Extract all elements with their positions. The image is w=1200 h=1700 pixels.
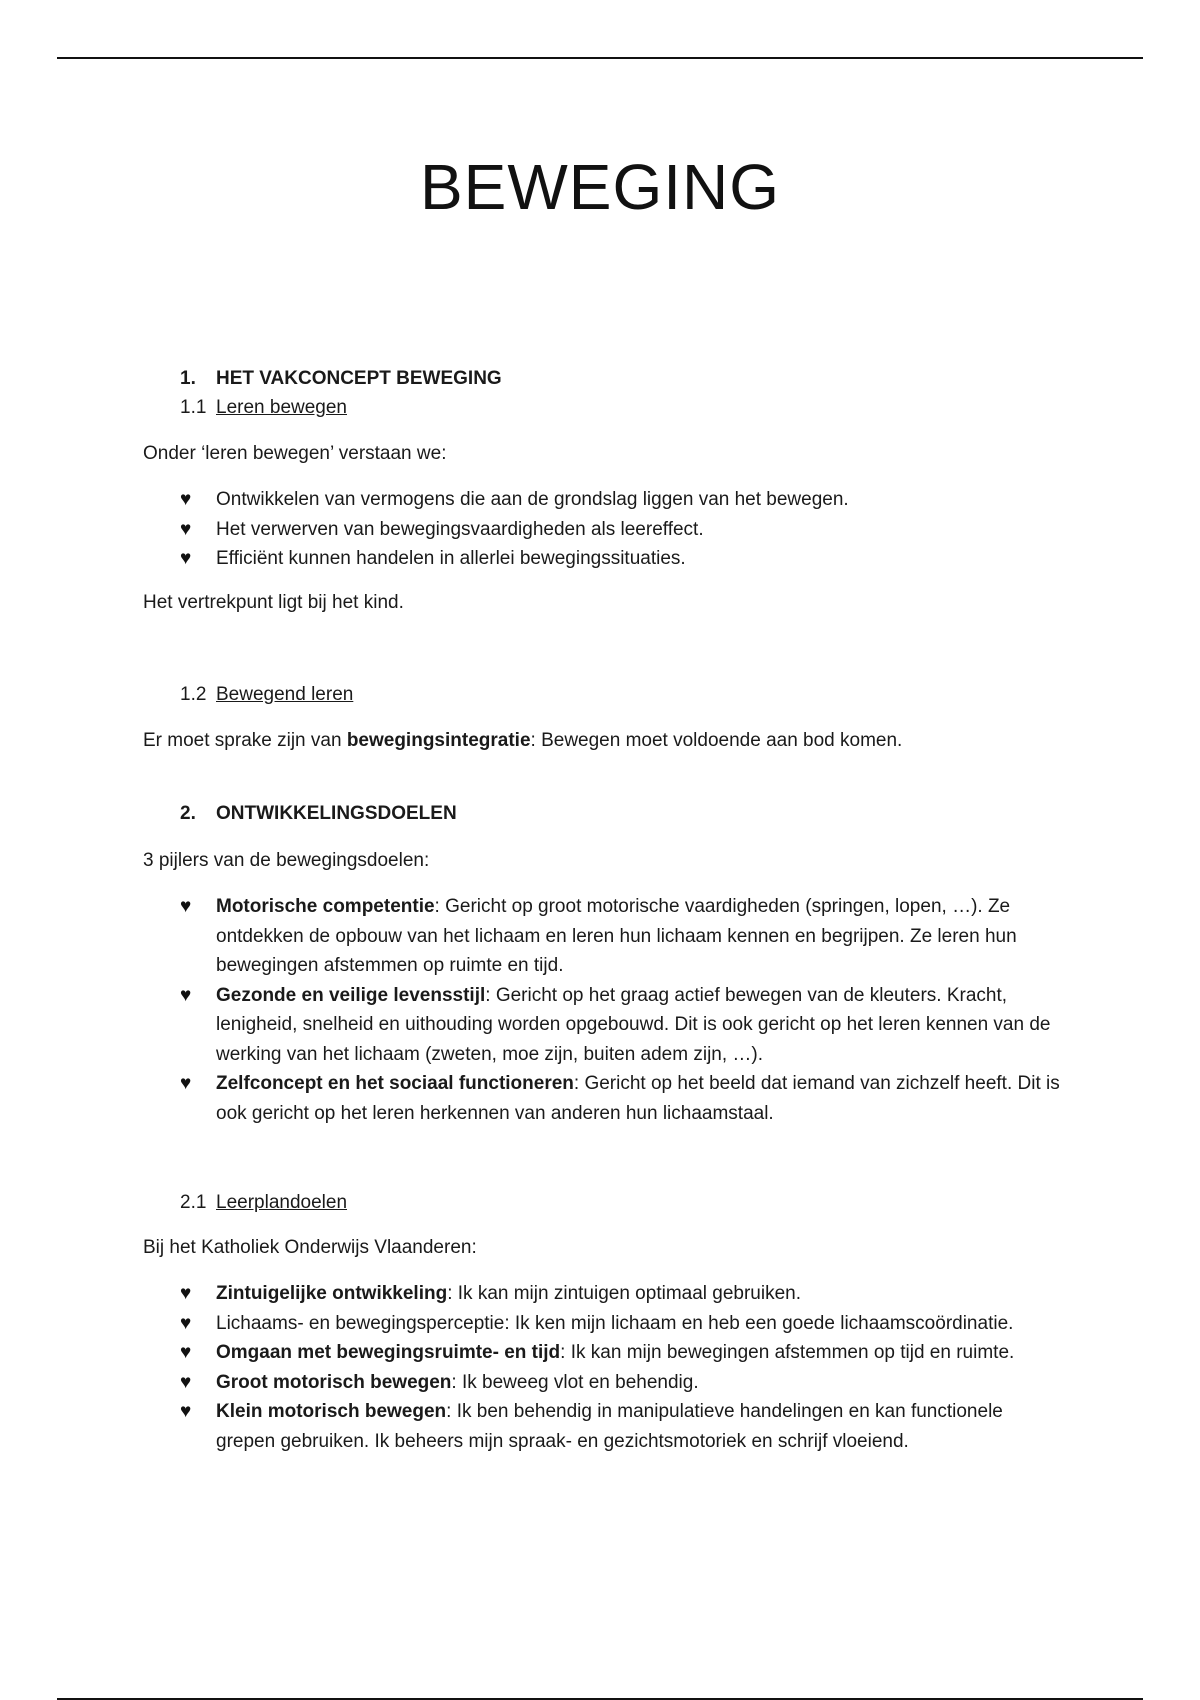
list-item: ♥ Gezonde en veilige levensstijl: Gericht op het graag actief bewegen van de kleuters. Kracht, lenigheid, snelheid en uithouding worden opgebouwd. Dit is ook gericht op het leren kennen van de werking van het lichaam (zweten, moe zijn, buiten adem zijn, …). bbox=[180, 981, 1060, 1070]
paragraph-intro-1-1: Onder ‘leren bewegen’ verstaan we: bbox=[143, 443, 447, 464]
section-title: HET VAKCONCEPT BEWEGING bbox=[216, 368, 502, 389]
subsection-heading-1-1 bbox=[180, 397, 347, 419]
subsection-title: Leren bewegen bbox=[216, 397, 347, 418]
heart-icon: ♥ bbox=[180, 1401, 192, 1422]
heart-icon: ♥ bbox=[180, 984, 192, 1006]
bold-term: bewegingsintegratie bbox=[346, 730, 531, 751]
heart-icon: ♥ bbox=[180, 489, 192, 510]
header-rule bbox=[57, 57, 1143, 59]
subsection-heading-1-2 bbox=[180, 684, 353, 706]
section-number: 2. bbox=[180, 803, 196, 824]
bullet-list-2 bbox=[180, 892, 1060, 1128]
section-number: 1. bbox=[180, 368, 196, 389]
subsection-title: Bewegend leren bbox=[216, 684, 354, 705]
document-title: BEWEGING bbox=[419, 151, 781, 223]
paragraph-intro-2-1: Bij het Katholiek Onderwijs Vlaanderen: bbox=[143, 1237, 477, 1258]
list-item: ♥ Ontwikkelen van vermogens die aan de grondslag liggen van het bewegen. bbox=[180, 485, 1060, 515]
subsection-title: Leerplandoelen bbox=[216, 1192, 348, 1213]
subsection-number: 2.1 bbox=[180, 1192, 207, 1213]
section-title: ONTWIKKELINGSDOELEN bbox=[216, 803, 457, 824]
bullet-list-2-1 bbox=[180, 1279, 1060, 1456]
heart-icon: ♥ bbox=[180, 1371, 192, 1393]
subsection-number: 1.2 bbox=[180, 684, 207, 705]
list-item: ♥ Motorische competentie: Gericht op groot motorische vaardigheden (springen, lopen, …). Ze ontdekken de opbouw van het lichaam en leren hun lichaam kennen en begrijpen. Ze leren hun bewegingen afstemmen op ruimte en tijd. bbox=[180, 892, 1060, 981]
heart-icon: ♥ bbox=[180, 518, 192, 540]
paragraph-outro-1-1: Het vertrekpunt ligt bij het kind. bbox=[143, 592, 404, 613]
list-item: ♥ Efficiënt kunnen handelen in allerlei bewegingssituaties. bbox=[180, 544, 1060, 574]
section-heading-1 bbox=[180, 368, 502, 390]
section-heading-2 bbox=[180, 803, 457, 825]
list-item: ♥ Het verwerven van bewegingsvaardigheden als leereffect. bbox=[180, 515, 1060, 545]
subsection-heading-2-1 bbox=[180, 1192, 347, 1214]
heart-icon: ♥ bbox=[180, 548, 192, 569]
list-item: ♥ Zelfconcept en het sociaal functioneren: Gericht op het beeld dat iemand van zichzelf heeft. Dit is ook gericht op het leren herkennen van anderen hun lichaamstaal. bbox=[180, 1069, 1060, 1128]
list-item: ♥ Lichaams- en bewegingsperceptie: Ik ken mijn lichaam en heb een goede lichaamscoördinatie. bbox=[180, 1309, 1060, 1339]
heart-icon: ♥ bbox=[180, 1342, 192, 1363]
heart-icon: ♥ bbox=[180, 1073, 192, 1094]
paragraph-1-2: Er moet sprake zijn van bewegingsintegratie: Bewegen moet voldoende aan bod komen. bbox=[143, 730, 903, 751]
heart-icon: ♥ bbox=[180, 1312, 192, 1334]
list-item: ♥ Klein motorisch bewegen: Ik ben behendig in manipulatieve handelingen en kan functionele grepen gebruiken. Ik beheers mijn spraak- en gezichtsmotoriek en schrijf vloeiend. bbox=[180, 1397, 1060, 1456]
list-item: ♥ Zintuigelijke ontwikkeling: Ik kan mijn zintuigen optimaal gebruiken. bbox=[180, 1279, 1060, 1309]
list-item: ♥ Omgaan met bewegingsruimte- en tijd: Ik kan mijn bewegingen afstemmen op tijd en ruimte. bbox=[180, 1338, 1060, 1368]
subsection-number: 1.1 bbox=[180, 397, 207, 418]
bullet-list-1-1 bbox=[180, 485, 1060, 574]
list-item: ♥ Groot motorisch bewegen: Ik beweeg vlot en behendig. bbox=[180, 1368, 1060, 1398]
paragraph-intro-2: 3 pijlers van de bewegingsdoelen: bbox=[143, 850, 430, 871]
heart-icon: ♥ bbox=[180, 1283, 192, 1304]
heart-icon: ♥ bbox=[180, 896, 192, 917]
